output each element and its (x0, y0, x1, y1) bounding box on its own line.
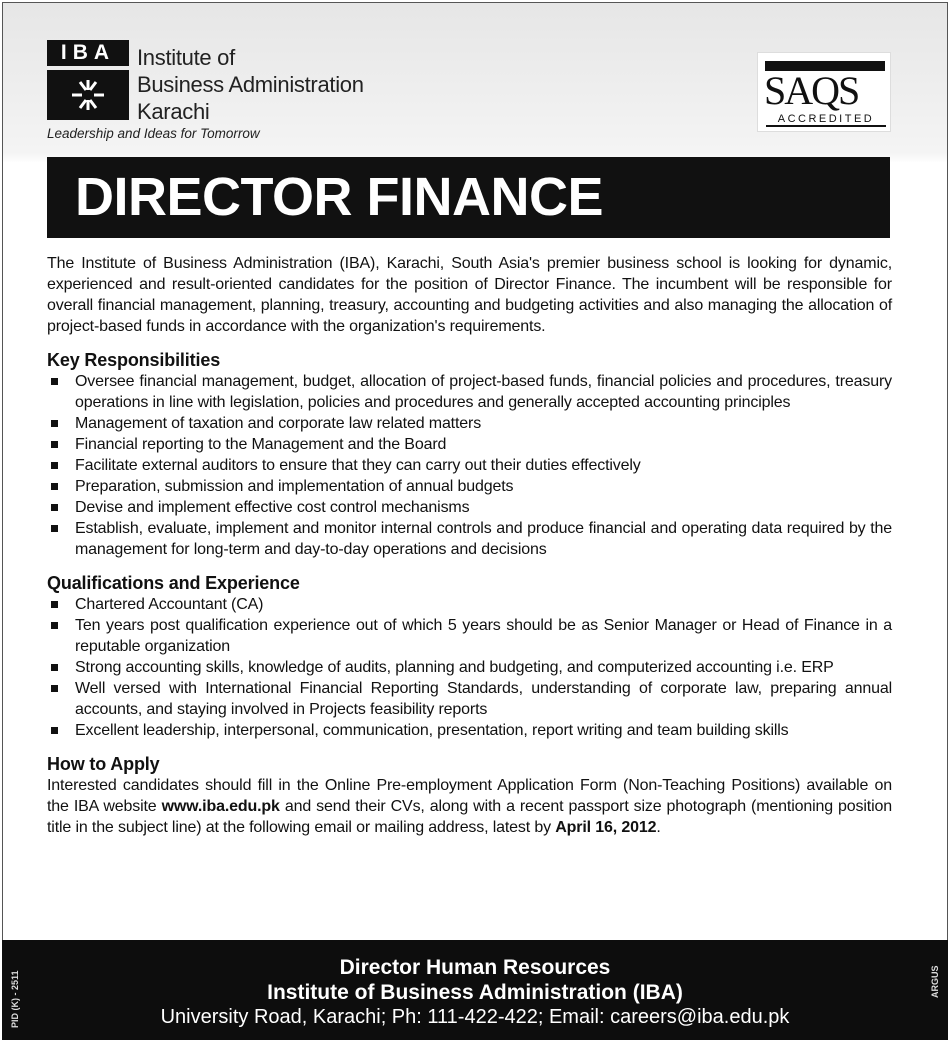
bullet-icon (51, 664, 58, 671)
bullet-icon (51, 483, 58, 490)
institute-line: Business Administration (137, 72, 364, 97)
bullet-icon (51, 378, 58, 385)
list-item (47, 371, 892, 413)
saqs-logo-text: SAQS (764, 68, 859, 113)
list-item (47, 594, 892, 615)
item-text: Oversee financial management, budget, allocation of project-based funds, financial policies and procedures, treasury operations in line with legislation, policies and procedures and generally accepted accounting principles (75, 373, 892, 411)
item-text: Devise and implement effective cost control mechanisms (75, 499, 470, 516)
page-title: DIRECTOR FINANCE (47, 157, 890, 238)
item-text: Strong accounting skills, knowledge of audits, planning and budgeting, and computerized accounting i.e. ERP (75, 659, 834, 676)
list-item (47, 518, 892, 560)
bullet-icon (51, 601, 58, 608)
iba-logo-abbr: IBA (47, 40, 129, 66)
list-item (47, 497, 892, 518)
list-item (47, 434, 892, 455)
saqs-accreditation-logo (757, 52, 891, 132)
item-text: Establish, evaluate, implement and monitor internal controls and produce financial and operating data required by the management for long-term and day-to-day operations and decisions (75, 520, 892, 558)
agency-mark: ARGUS (930, 965, 940, 998)
item-text: Preparation, submission and implementation of annual budgets (75, 478, 514, 495)
institute-line: Institute of (137, 45, 235, 70)
item-text: Chartered Accountant (CA) (75, 596, 264, 613)
qualifications-list (47, 594, 892, 741)
item-text: Well versed with International Financial Reporting Standards, understanding of corporate law, preparing annual accounts, and staying involved in Projects feasibility reports (75, 680, 892, 718)
bullet-icon (51, 685, 58, 692)
list-item (47, 615, 892, 657)
institute-line: Karachi (137, 99, 210, 124)
item-text: Ten years post qualification experience out of which 5 years should be as Senior Manager or Head of Finance in a reputable organization (75, 617, 892, 655)
ad-body (47, 253, 892, 838)
contact-address: University Road, Karachi; Ph: 111-422-422; Email: careers@iba.edu.pk (160, 1006, 790, 1028)
item-text: Excellent leadership, interpersonal, communication, presentation, report writing and team building skills (75, 722, 789, 739)
bullet-icon (51, 525, 58, 532)
apply-text: Interested candidates should fill in the Online Pre-employment Application Form (Non-Teaching Positions) available on the IBA website (47, 777, 892, 815)
bullet-icon (51, 462, 58, 469)
apply-heading: How to Apply (47, 754, 160, 774)
responsibilities-heading: Key Responsibilities (47, 350, 221, 370)
bullet-icon (51, 441, 58, 448)
list-item (47, 678, 892, 720)
apply-text: and send their CVs, along with a recent passport size photograph (mentioning position title in the subject line) at the following email or mailing address, latest by (47, 798, 892, 836)
list-item (47, 657, 892, 678)
tagline: Leadership and Ideas for Tomorrow (47, 126, 260, 141)
intro-paragraph: The Institute of Business Administration (IBA), Karachi, South Asia's premier business school is looking for dynamic, experienced and result-oriented candidates for the position of Director Finance. The incumbent will be responsible for overall financial management, planning, treasury, accounting and budgeting activities and also managing the allocation of project-based funds in accordance with the organization's requirements. (47, 255, 892, 335)
item-text: Facilitate external auditors to ensure that they can carry out their duties effectively (75, 457, 641, 474)
bullet-icon (51, 622, 58, 629)
contact-footer (2, 940, 948, 1040)
list-item (47, 476, 892, 497)
website-link[interactable]: www.iba.edu.pk (161, 798, 280, 815)
responsibilities-list (47, 371, 892, 560)
list-item (47, 720, 892, 741)
item-text: Management of taxation and corporate law related matters (75, 415, 482, 432)
qualifications-heading: Qualifications and Experience (47, 573, 300, 593)
accredited-label: ACCREDITED (766, 113, 886, 127)
institute-name (137, 44, 364, 125)
bullet-icon (51, 727, 58, 734)
deadline: April 16, 2012 (555, 819, 657, 836)
contact-institute: Institute of Business Administration (IBA) (267, 981, 683, 1004)
list-item (47, 413, 892, 434)
bullet-icon (51, 504, 58, 511)
bullet-icon (51, 420, 58, 427)
item-text: Financial reporting to the Management and the Board (75, 436, 447, 453)
iba-emblem-icon (47, 70, 129, 120)
list-item (47, 455, 892, 476)
apply-text: . (656, 819, 661, 836)
contact-title: Director Human Resources (339, 956, 611, 979)
apply-paragraph (47, 775, 892, 838)
pid-code: PID (K) - 2511 (10, 970, 20, 1028)
